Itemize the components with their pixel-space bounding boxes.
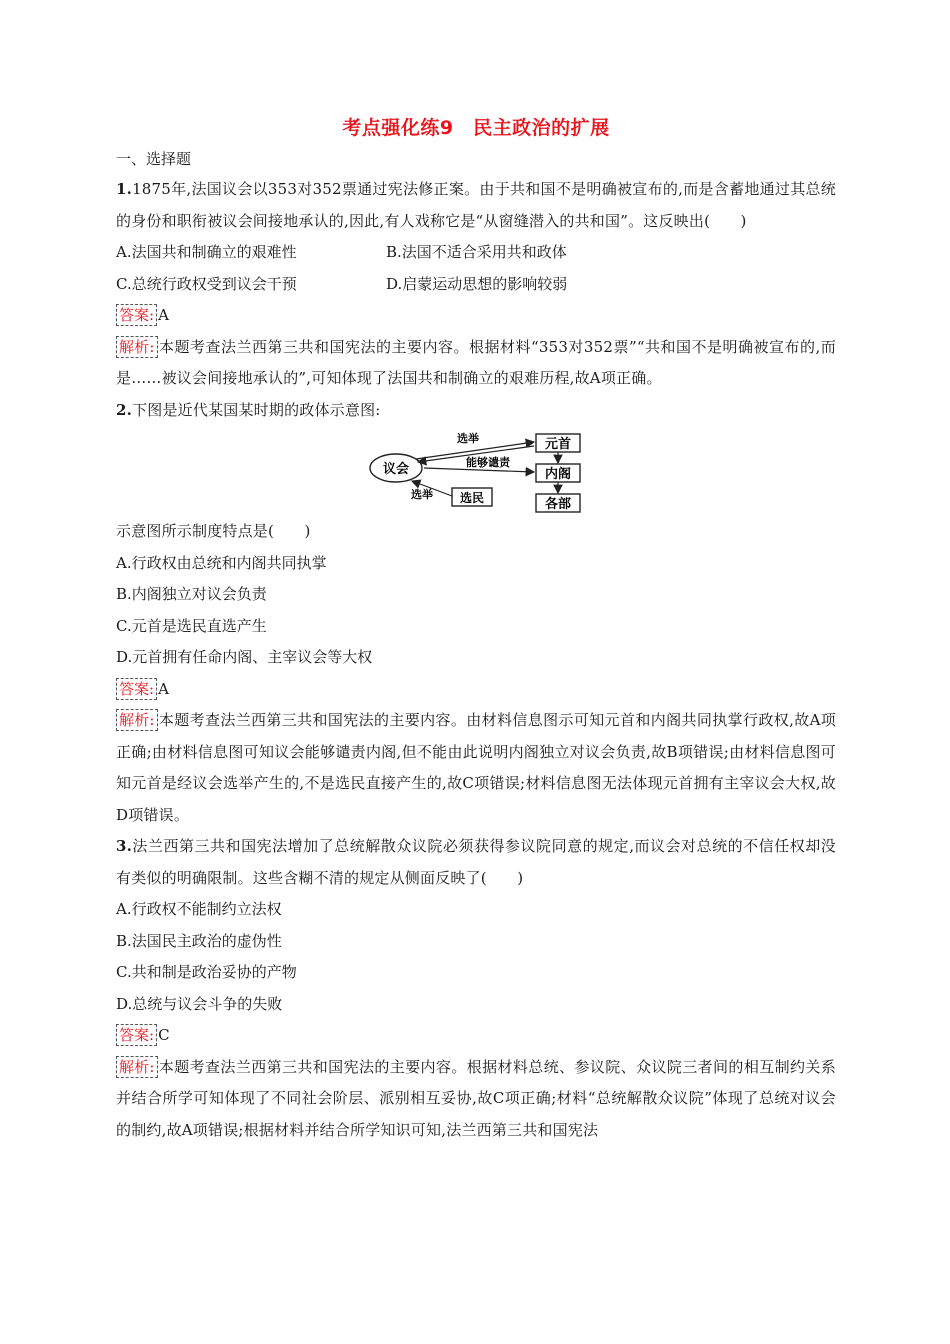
voters-label: 选民	[459, 491, 485, 505]
q1-options-row1	[116, 237, 836, 269]
q1-option-c: C.总统行政权受到议会干预	[116, 274, 297, 293]
q1-analysis	[116, 332, 836, 395]
answer-tag: 答案:	[116, 1024, 157, 1046]
q2-option-c: C.元首是选民直选产生	[116, 616, 267, 635]
q1-answer-value: A	[158, 306, 169, 324]
answer-tag: 答案:	[116, 678, 157, 700]
q2-option-d: D.元首拥有任命内阁、主宰议会等大权	[116, 648, 373, 666]
q1-option-a: A.法国共和制确立的艰难性	[116, 243, 297, 261]
head-label: 元首	[544, 437, 572, 452]
q1-stem-text: 1875年,法国议会以353对352票通过宪法修正案。由于共和国不是明确被宣布的,而是含蓄地通过其总统的身份和职衔被议会间接地承认的,因此,有人戏称它是“从窗缝潜入的共和国”。这反映出( )	[116, 180, 836, 230]
parliament-label: 议会	[382, 462, 410, 477]
q2-stem	[116, 395, 836, 427]
q3-analysis	[116, 1052, 836, 1147]
q1-analysis-text: 本题考查法兰西第三共和国宪法的主要内容。根据材料“353对352票”“共和国不是明确被宣布的,而是……被议会间接地承认的”,可知体现了法国共和制确立的艰难历程,故A项正确。	[116, 337, 836, 387]
q3-answer	[116, 1020, 836, 1052]
q2-option-b: B.内阁独立对议会负责	[116, 585, 267, 603]
q1-stem	[116, 174, 836, 237]
q3-stem-text: 法兰西第三共和国宪法增加了总统解散众议院必须获得参议院同意的规定,而议会对总统的不信任权却没有类似的明确限制。这些含糊不清的规定从侧面反映了( )	[116, 837, 836, 887]
q2-number: 2.	[116, 400, 133, 419]
q2-analysis	[116, 705, 836, 831]
q3-option-b: B.法国民主政治的虚伪性	[116, 931, 282, 950]
q1-option-d: D.启蒙运动思想的影响较弱	[386, 274, 568, 293]
q2-question: 示意图所示制度特点是( )	[116, 522, 311, 540]
q3-answer-value: C	[158, 1026, 170, 1044]
q1-number: 1.	[116, 180, 133, 198]
q3-stem	[116, 831, 836, 894]
polity-diagram	[116, 426, 836, 516]
analysis-tag: 解析:	[116, 709, 158, 731]
page-title: 考点强化练9 民主政治的扩展	[342, 117, 610, 139]
section-heading: 一、选择题	[116, 150, 192, 168]
q3-option-c: C.共和制是政治妥协的产物	[116, 963, 297, 981]
analysis-tag: 解析:	[116, 336, 158, 358]
q3-option-d: D.总统与议会斗争的失败	[116, 994, 283, 1013]
q2-answer-value: A	[158, 679, 169, 698]
q1-answer	[116, 300, 836, 332]
q3-analysis-text: 本题考查法兰西第三共和国宪法的主要内容。根据材料总统、参议院、众议院三者间的相互制约关系并结合所学可知体现了不同社会阶层、派别相互妥协,故C项正确;材料“总统解散众议院”体现了总统对议会的制约,故A项错误;根据材料并结合所学知识可知,法兰西第三共和国宪法	[116, 1057, 836, 1139]
q2-stem-text: 下图是近代某国某时期的政体示意图:	[132, 400, 381, 419]
elect-top-label: 选举	[457, 432, 479, 445]
q1-options-row2	[116, 269, 836, 301]
q2-option-a: A.行政权由总统和内阁共同执掌	[116, 553, 327, 572]
elect-bottom-label: 选举	[411, 488, 433, 501]
censure-label: 能够谴责	[466, 456, 510, 469]
q3-option-a: A.行政权不能制约立法权	[116, 900, 282, 918]
q2-answer	[116, 674, 836, 706]
q3-number: 3.	[116, 837, 133, 855]
q1-option-b: B.法国不适合采用共和政体	[386, 243, 567, 261]
q2-analysis-text: 本题考查法兰西第三共和国宪法的主要内容。由材料信息图示可知元首和内阁共同执掌行政权,故A项正确;由材料信息图可知议会能够谴责内阁,但不能由此说明内阁独立对议会负责,故B项错误;由材料信息图可知元首是经议会选举产生的,不是选民直接产生的,故C项错误;材料信息图无法体现元首拥有主宰议会大权,故D项错误。	[116, 711, 836, 824]
analysis-tag: 解析:	[116, 1056, 158, 1078]
cabinet-label: 内阁	[544, 467, 572, 482]
answer-tag: 答案:	[116, 304, 157, 326]
document-page	[116, 112, 836, 1146]
ministries-label: 各部	[544, 497, 572, 512]
polity-diagram-svg	[368, 426, 708, 514]
